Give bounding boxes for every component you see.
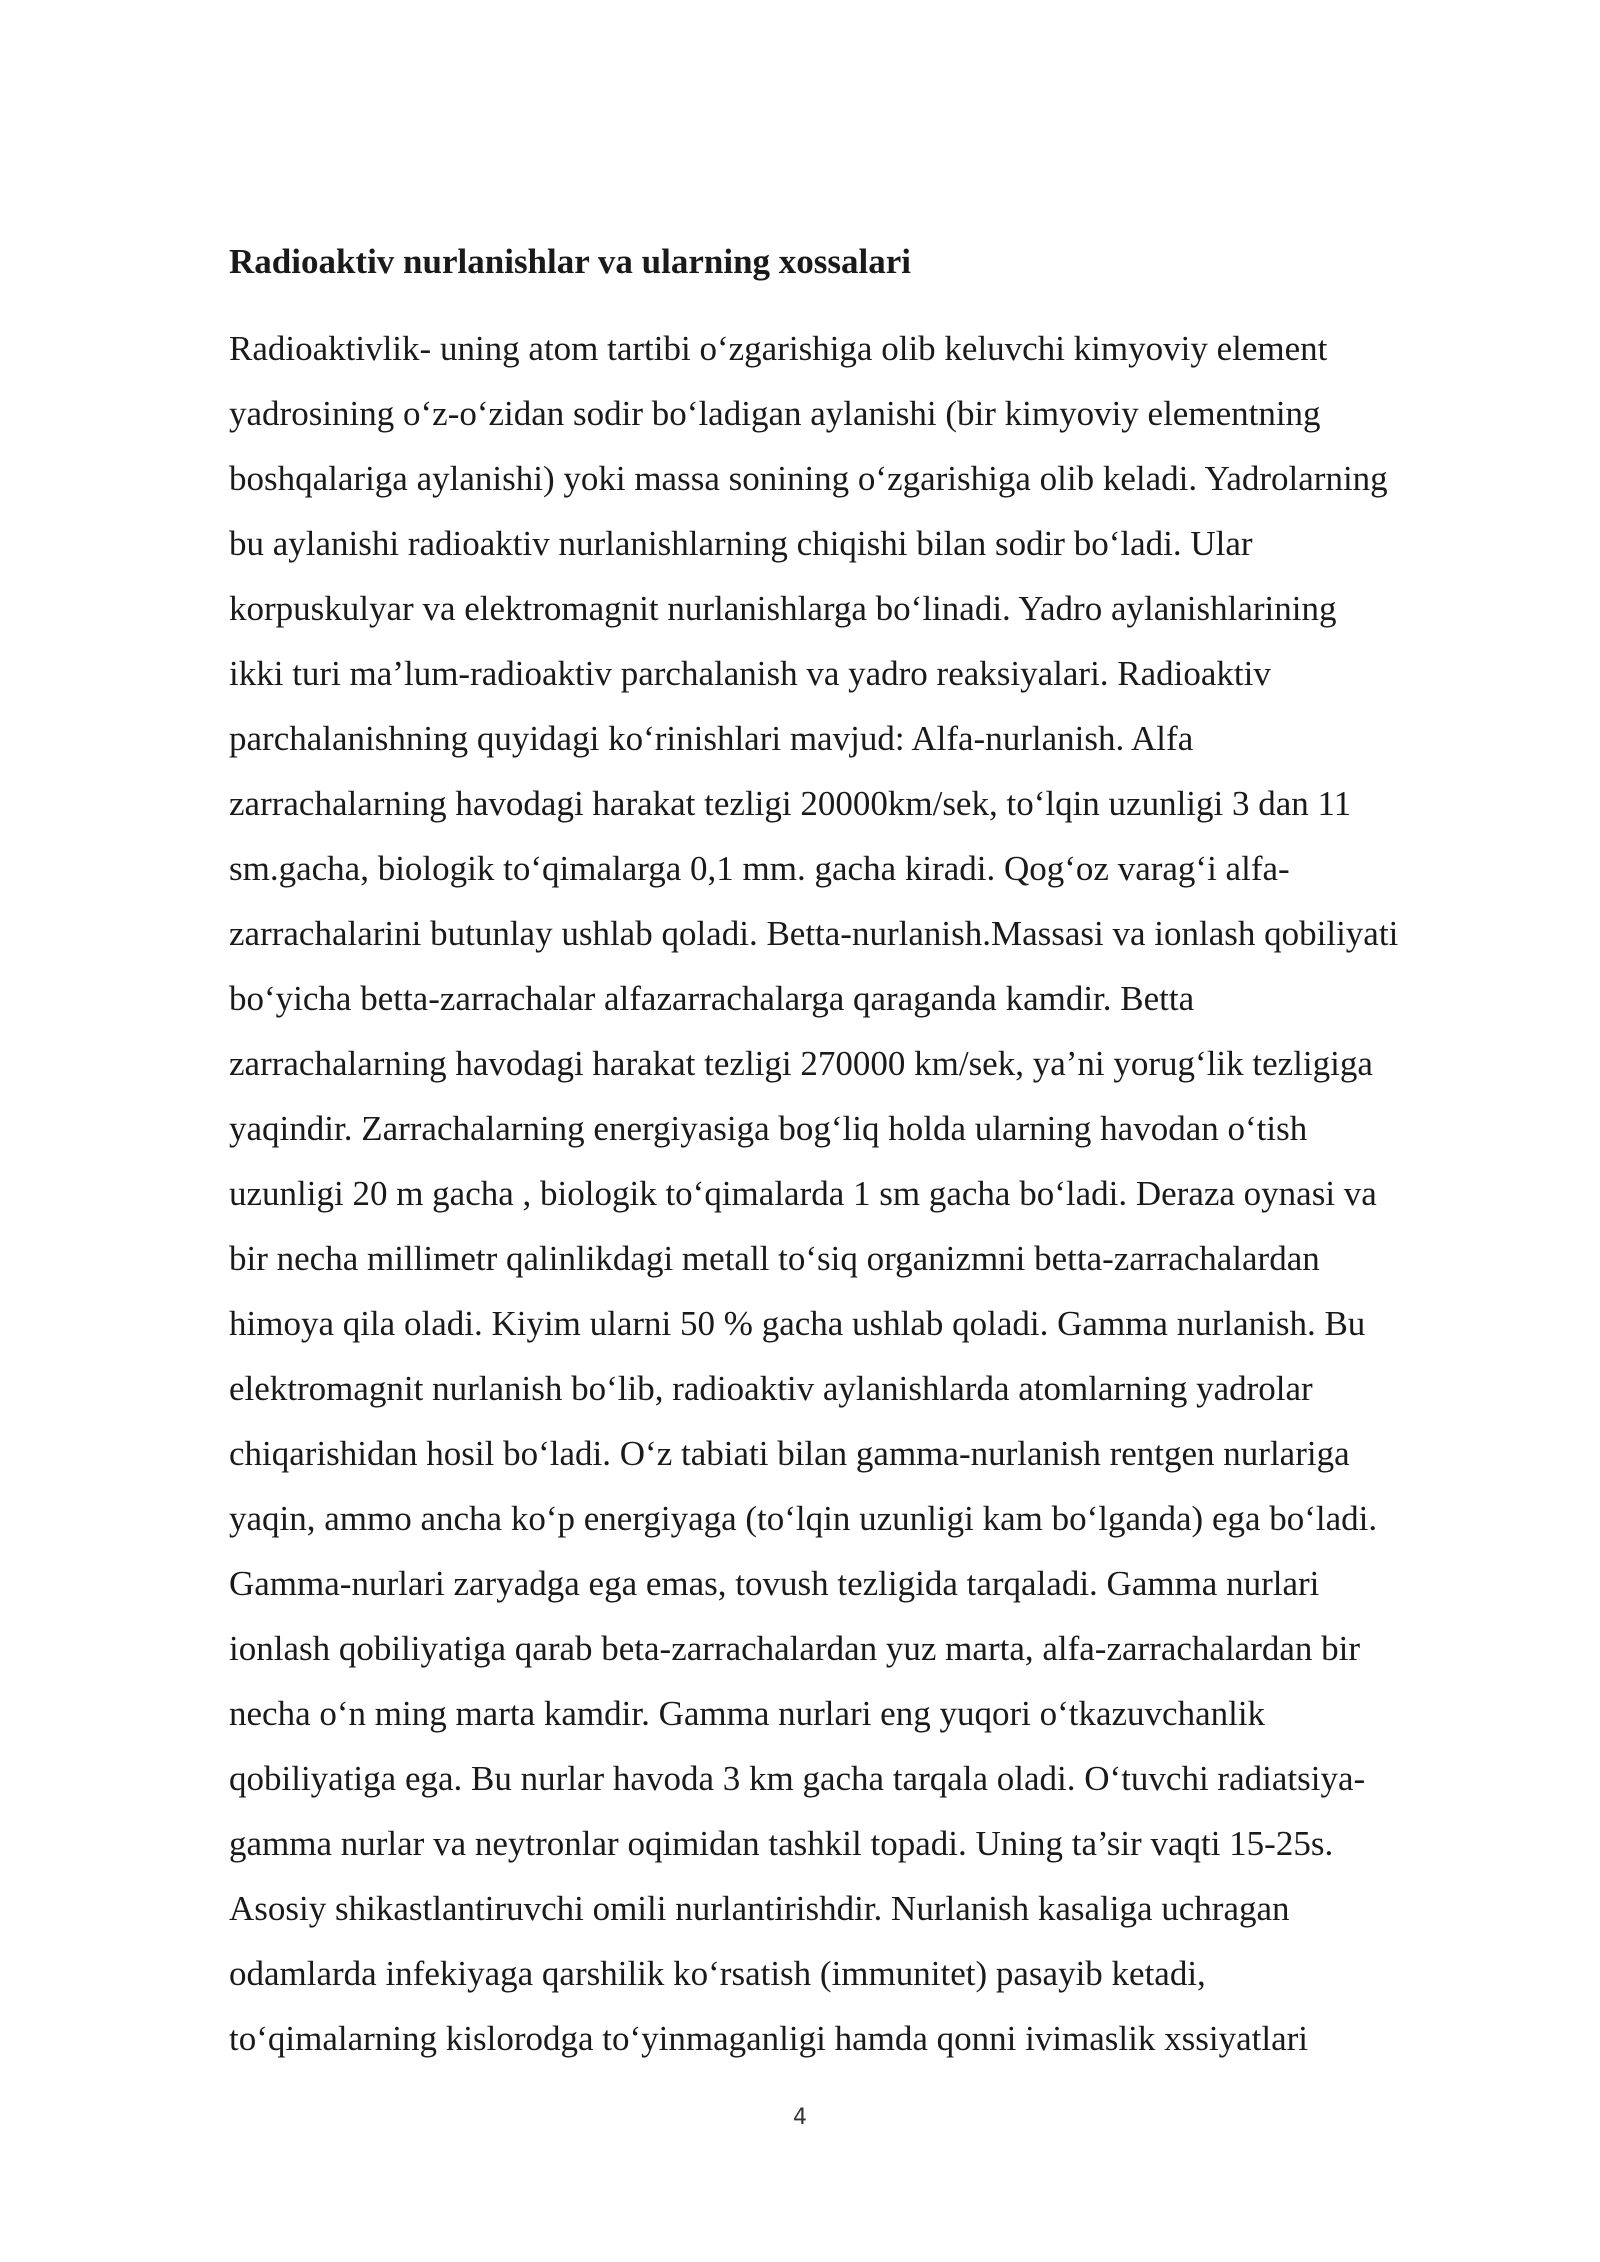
text-line: bu aylanishi radioaktiv nurlanishlarning chiqishi bilan sodir bo‘ladi. Ular xyxy=(229,524,1253,563)
text-line: yadrosining o‘z-o‘zidan sodir bo‘ladigan aylanishi (bir kimyoviy elementning xyxy=(229,394,1321,433)
text-line: zarrachalarini butunlay ushlab qoladi. Betta-nurlanish.Massasi va ionlash qobiliyati xyxy=(229,914,1399,953)
body-text xyxy=(229,326,1529,2081)
text-line: zarrachalarning havodagi harakat tezligi 270000 km/sek, ya’ni yorug‘lik tezligiga xyxy=(229,1044,1373,1083)
text-line: yaqindir. Zarrachalarning energiyasiga bog‘liq holda ularning havodan o‘tish xyxy=(229,1109,1308,1148)
text-line: to‘qimalarning kislorodga to‘yinmaganligi hamda qonni ivimaslik xssiyatlari xyxy=(229,2019,1308,2058)
text-line: boshqalariga aylanishi) yoki massa sonining o‘zgarishiga olib keladi. Yadrolarning xyxy=(229,459,1388,498)
text-line: ikki turi ma’lum-radioaktiv parchalanish va yadro reaksiyalari. Radioaktiv xyxy=(229,654,1271,693)
text-line: chiqarishidan hosil bo‘ladi. O‘z tabiati bilan gamma-nurlanish rentgen nurlariga xyxy=(229,1434,1350,1473)
text-line: gamma nurlar va neytronlar oqimidan tashkil topadi. Uning ta’sir vaqti 15-25s. xyxy=(229,1824,1334,1863)
text-line: zarrachalarning havodagi harakat tezligi 20000km/sek, to‘lqin uzunligi 3 dan 11 xyxy=(229,784,1352,823)
text-line: himoya qila oladi. Kiyim ularni 50 % gacha ushlab qoladi. Gamma nurlanish. Bu xyxy=(229,1304,1366,1343)
text-line: Radioaktivlik- uning atom tartibi o‘zgarishiga olib keluvchi kimyoviy element xyxy=(229,329,1328,368)
text-line: odamlarda infekiyaga qarshilik ko‘rsatish (immunitet) pasayib ketadi, xyxy=(229,1954,1206,1993)
text-line: parchalanishning quyidagi ko‘rinishlari mavjud: Alfa-nurlanish. Alfa xyxy=(229,719,1194,758)
page-title: Radioaktiv nurlanishlar va ularning xossalari xyxy=(229,242,912,281)
text-line: yaqin, ammo ancha ko‘p energiyaga (to‘lqin uzunligi kam bo‘lganda) ega bo‘ladi. xyxy=(229,1499,1378,1538)
page-number: 4 xyxy=(793,2105,807,2130)
text-line: uzunligi 20 m gacha , biologik to‘qimalarda 1 sm gacha bo‘ladi. Deraza oynasi va xyxy=(229,1174,1377,1213)
text-line: Gamma-nurlari zaryadga ega emas, tovush tezligida tarqaladi. Gamma nurlari xyxy=(229,1564,1320,1603)
text-line: sm.gacha, biologik to‘qimalarga 0,1 mm. gacha kiradi. Qog‘oz varag‘i alfa- xyxy=(229,849,1290,888)
text-line: ionlash qobiliyatiga qarab beta-zarrachalardan yuz marta, alfa-zarrachalardan bir xyxy=(229,1629,1361,1668)
text-line: bir necha millimetr qalinlikdagi metall to‘siq organizmni betta-zarrachalardan xyxy=(229,1239,1320,1278)
text-line: korpuskulyar va elektromagnit nurlanishlarga bo‘linadi. Yadro aylanishlarining xyxy=(229,589,1337,628)
text-line: Asosiy shikastlantiruvchi omili nurlantirishdir. Nurlanish kasaliga uchragan xyxy=(229,1889,1290,1928)
text-line: bo‘yicha betta-zarrachalar alfazarrachalarga qaraganda kamdir. Betta xyxy=(229,979,1195,1018)
text-line: qobiliyatiga ega. Bu nurlar havoda 3 km gacha tarqala oladi. O‘tuvchi radiatsiya- xyxy=(229,1759,1366,1798)
text-line: elektromagnit nurlanish bo‘lib, radioaktiv aylanishlarda atomlarning yadrolar xyxy=(229,1369,1313,1408)
text-line: necha o‘n ming marta kamdir. Gamma nurlari eng yuqori o‘tkazuvchanlik xyxy=(229,1694,1266,1733)
